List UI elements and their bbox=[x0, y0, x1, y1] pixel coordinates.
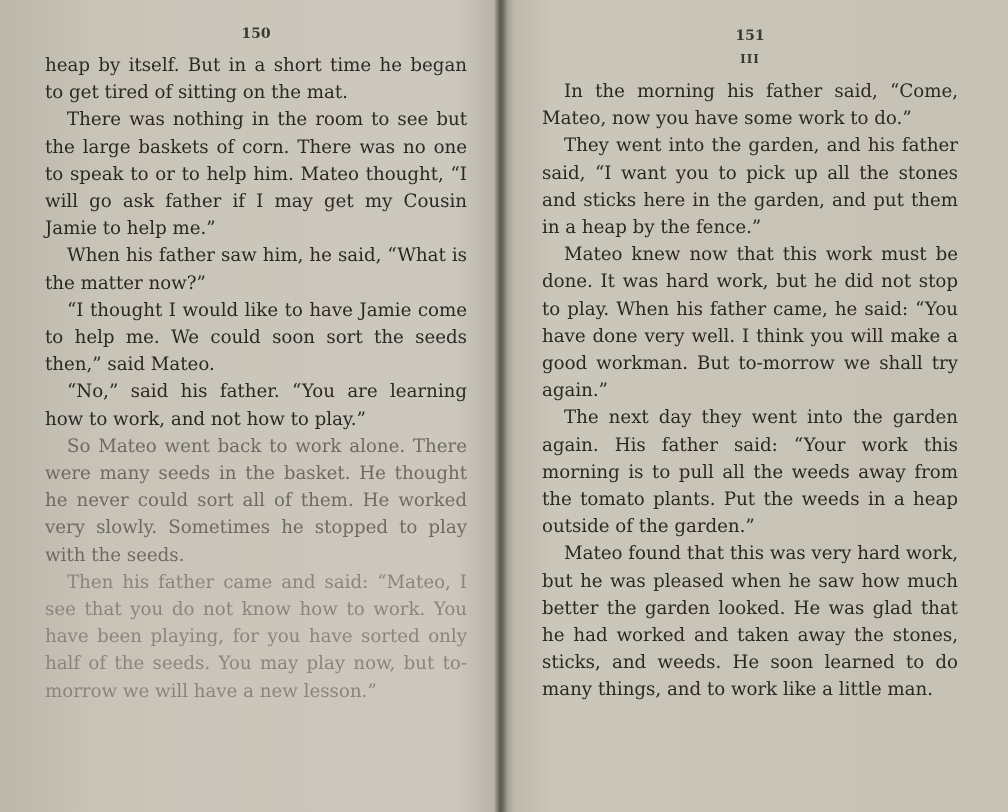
right-paragraph-4: The next day they went into the garden again. His father said: “Your work this morning is to pull all the weeds away from the tomato plants. Put the weeds in a heap outside of the garden.” bbox=[542, 407, 958, 538]
left-paragraph-4: “I thought I would like to have Jamie come to help me. We could soon sort the seeds then,” said Mateo. bbox=[45, 299, 467, 376]
left-paragraph-3: When his father saw him, he said, “What is the matter now?” bbox=[45, 245, 467, 294]
right-paragraph-1: In the morning his father said, “Come, Mateo, now you have some work to do.” bbox=[542, 81, 958, 130]
right-paragraph-2: They went into the garden, and his father said, “I want you to pick up all the stones and sticks here in the garden, and put them in a heap by the fence.” bbox=[542, 135, 958, 239]
right-page bbox=[506, 0, 1008, 812]
left-paragraph-7: Then his father came and said: “Mateo, I see that you do not know how to work. You have been playing, for you have sorted only half of the seeds. You may play now, but to-morrow we will have a new lesson.” bbox=[45, 571, 467, 702]
right-page-number: 151 bbox=[735, 28, 765, 44]
right-paragraph-5: Mateo found that this was very hard work, but he was pleased when he saw how much better the garden looked. He was glad that he had worked and taken away the stones, sticks, and weeds. He soon learned to do many things, and to work like a little man. bbox=[542, 543, 958, 701]
left-paragraph-2: There was nothing in the room to see but the large baskets of corn. There was no one to speak to or to help him. Mateo thought, “I will go ask father if I may get my Cousin Jamie to help me.” bbox=[45, 109, 467, 240]
right-paragraph-3: Mateo knew now that this work must be done. It was hard work, but he did not stop to play. When his father came, he said: “You have done very well. I think you will make a good workman. But to-morrow we shall try again.” bbox=[542, 244, 958, 402]
left-paragraph-5: “No,” said his father. “You are learning how to work, and not how to play.” bbox=[45, 381, 467, 430]
section-heading: III bbox=[740, 52, 760, 66]
left-page-number: 150 bbox=[241, 26, 271, 42]
left-page bbox=[0, 0, 497, 812]
left-paragraph-6: So Mateo went back to work alone. There were many seeds in the basket. He thought he never could sort all of them. He worked very slowly. Sometimes he stopped to play with the seeds. bbox=[45, 435, 467, 566]
left-paragraph-1: heap by itself. But in a short time he began to get tired of sitting on the mat. bbox=[45, 55, 467, 104]
